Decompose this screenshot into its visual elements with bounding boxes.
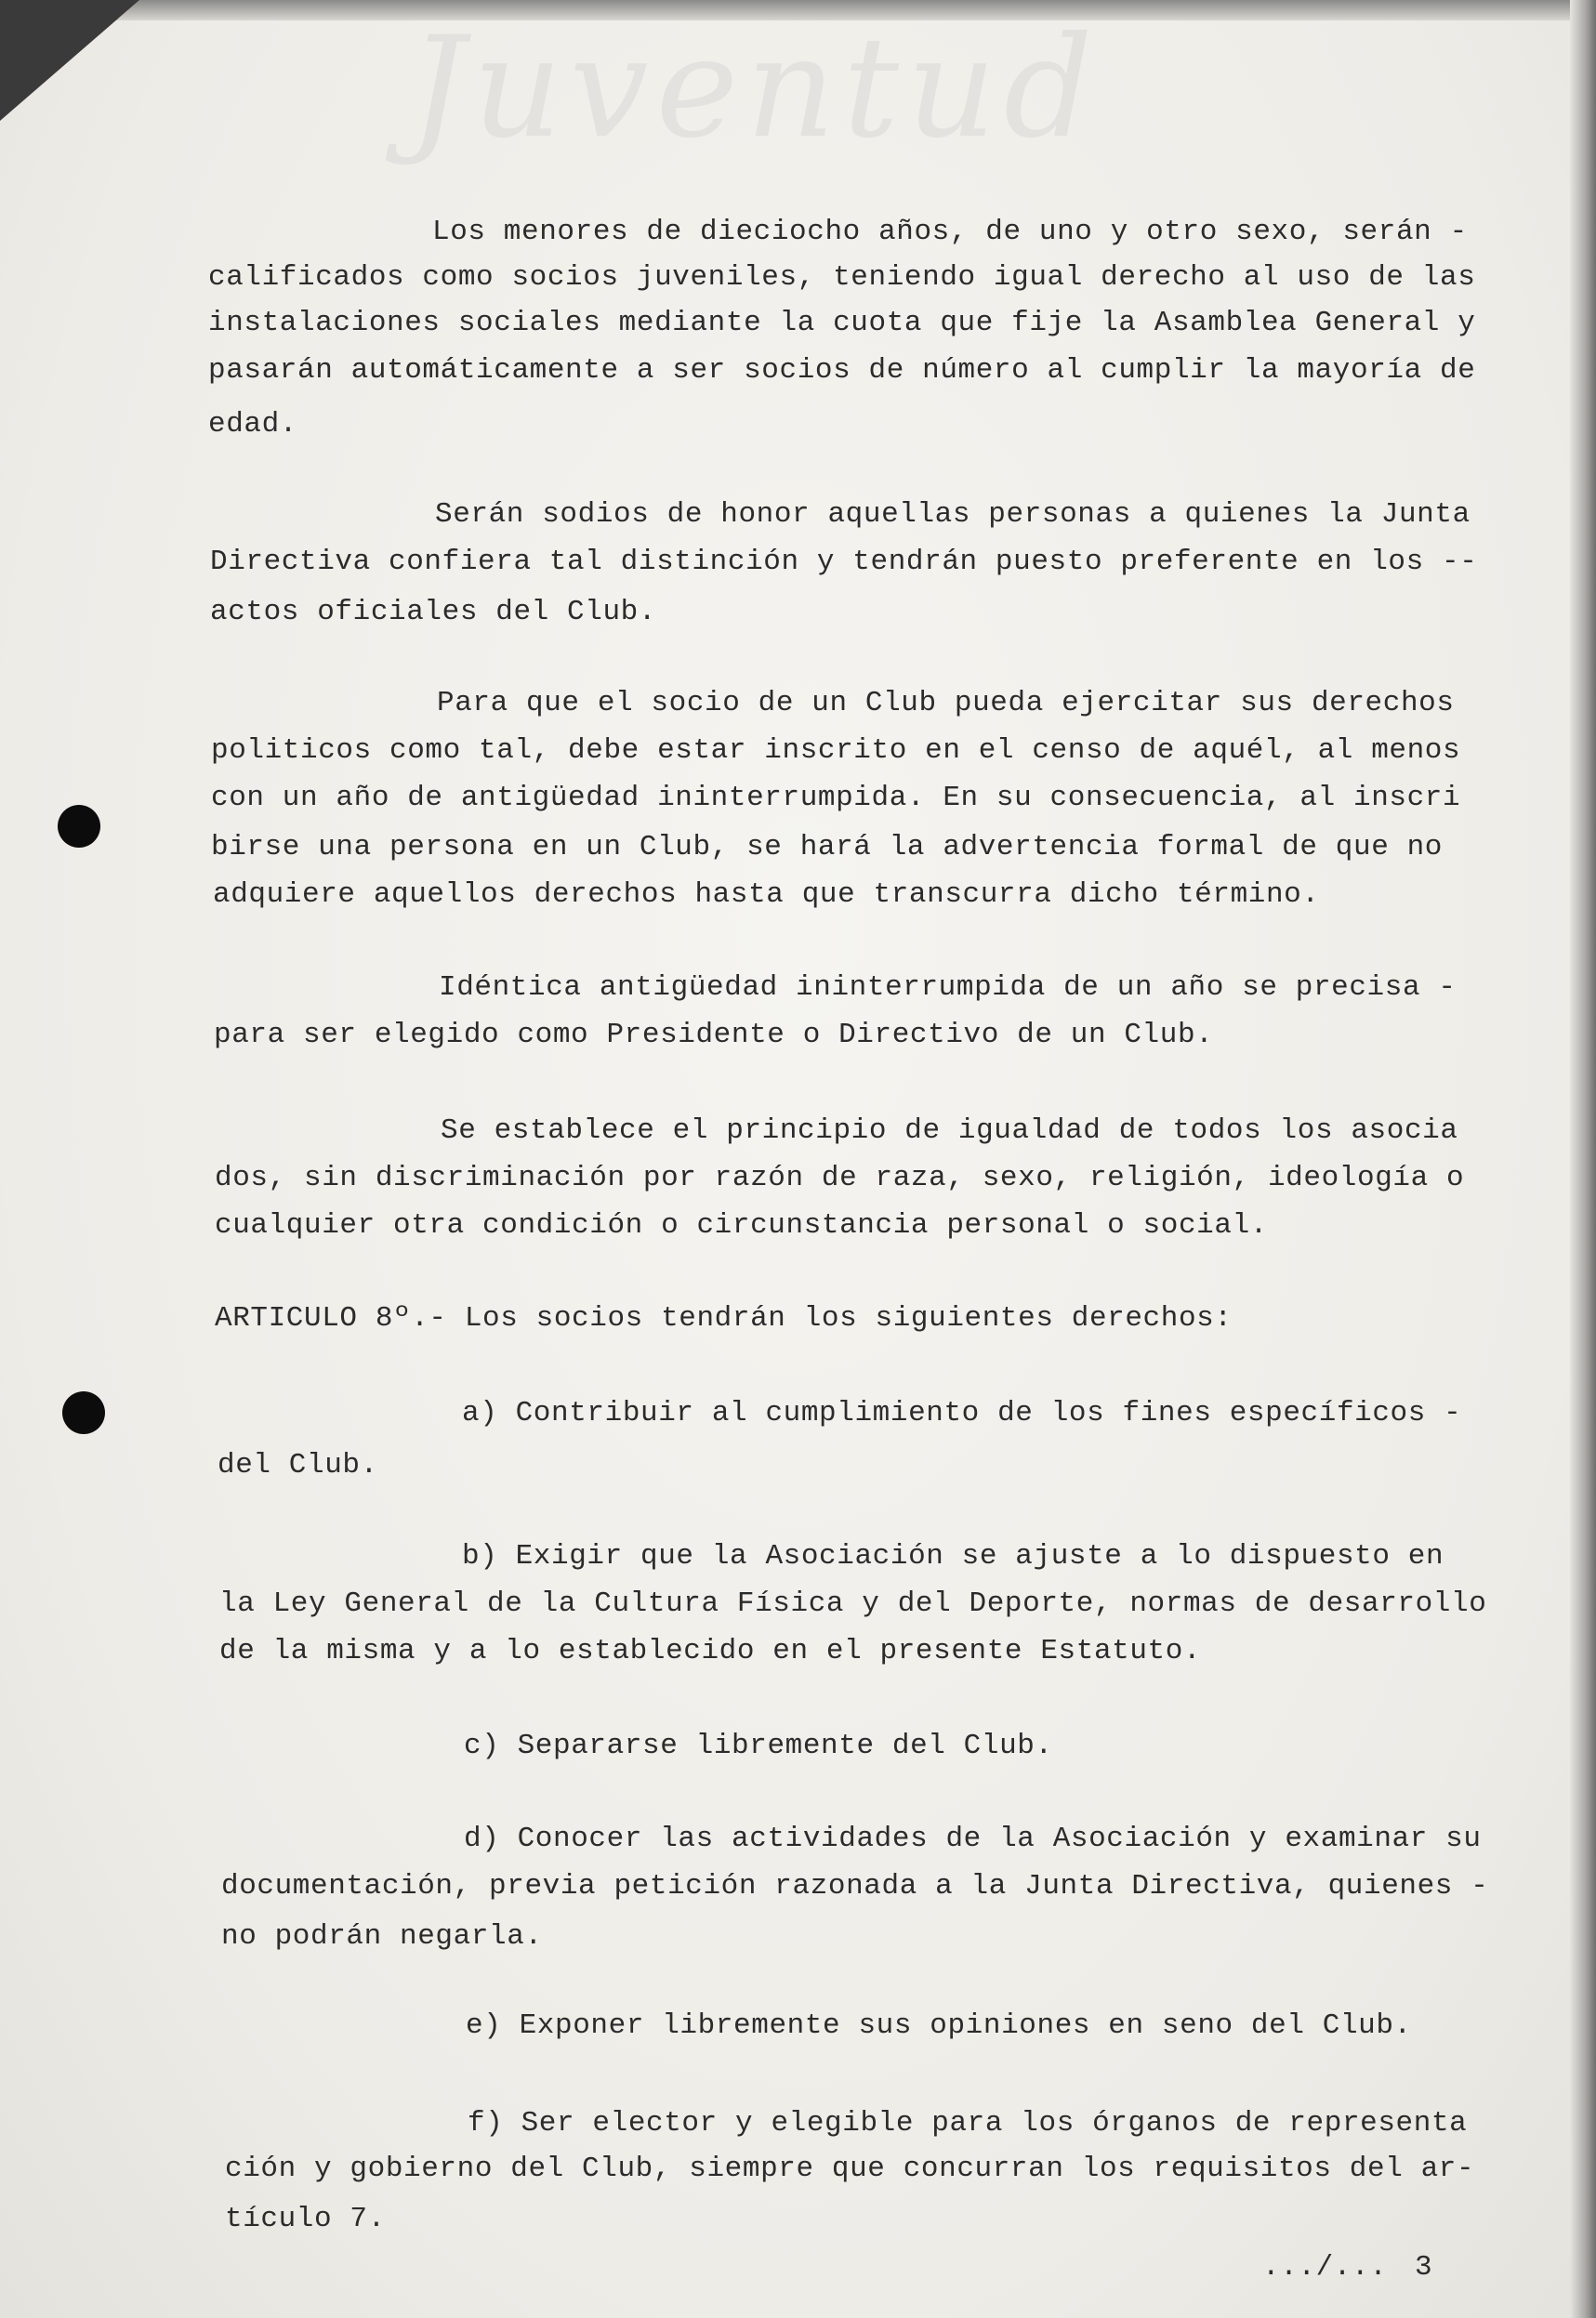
list-item-c: c) Separarse libremente del Club. (464, 1730, 1053, 1762)
text-line: edad. (208, 408, 298, 441)
list-item-f: f) Ser elector y elegible para los órganos de representa (468, 2107, 1468, 2140)
list-item-e: e) Exponer libremente sus opiniones en seno del Club. (466, 2009, 1412, 2042)
list-item-d: d) Conocer las actividades de la Asociación y examinar su (464, 1823, 1482, 1855)
text-line: adquiere aquellos derechos hasta que transcurra dicho término. (213, 878, 1320, 911)
article-heading: ARTICULO 8º.- Los socios tendrán los siguientes derechos: (215, 1302, 1233, 1335)
list-item-f-cont: ción y gobierno del Club, siempre que concurran los requisitos del ar- (225, 2153, 1475, 2185)
text-line: pasarán automáticamente a ser socios de número al cumplir la mayoría de (208, 354, 1476, 387)
list-item-a-cont: del Club. (218, 1449, 378, 1482)
text-line: cualquier otra condición o circunstancia personal o social. (215, 1209, 1268, 1242)
text-line: Directiva confiera tal distinción y tendrán puesto preferente en los -- (210, 546, 1478, 578)
text-line: Idéntica antigüedad ininterrumpida de un año se precisa - (439, 971, 1457, 1004)
list-item-f-cont: tículo 7. (225, 2203, 386, 2235)
text-line: dos, sin discriminación por razón de raza, sexo, religión, ideología o (215, 1162, 1465, 1194)
text-line: Serán sodios de honor aquellas personas a quienes la Junta (435, 498, 1471, 531)
page-number: 3 (1415, 2251, 1433, 2284)
list-item-a: a) Contribuir al cumplimiento de los fines específicos - (462, 1397, 1462, 1429)
text-line: Los menores de dieciocho años, de uno y otro sexo, serán - (432, 216, 1468, 248)
text-line: calificados como socios juveniles, teniendo igual derecho al uso de las (208, 261, 1476, 294)
text-line: para ser elegido como Presidente o Directivo de un Club. (214, 1019, 1214, 1051)
punch-hole (62, 1391, 105, 1434)
list-item-b-cont: de la misma y a lo establecido en el presente Estatuto. (219, 1635, 1202, 1667)
list-item-b-cont: la Ley General de la Cultura Física y del Deporte, normas de desarrollo (219, 1587, 1487, 1620)
text-line: con un año de antigüedad ininterrumpida. En su consecuencia, al inscri (211, 782, 1461, 814)
scan-edge-right (1570, 0, 1596, 2318)
list-item-d-cont: documentación, previa petición razonada a la Junta Directiva, quienes - (221, 1870, 1489, 1903)
list-item-b: b) Exigir que la Asociación se ajuste a lo dispuesto en (462, 1540, 1444, 1573)
text-line: Se establece el principio de igualdad de todos los asocia (441, 1114, 1458, 1147)
watermark: Juventud (409, 7, 1101, 169)
text-line: instalaciones sociales mediante la cuota que fije la Asamblea General y (208, 307, 1476, 339)
continuation-mark: .../... (1262, 2251, 1388, 2284)
text-line: actos oficiales del Club. (210, 596, 657, 628)
text-line: Para que el socio de un Club pueda ejercitar sus derechos (437, 687, 1455, 719)
text-line: politicos como tal, debe estar inscrito en el censo de aquél, al menos (211, 734, 1461, 767)
text-line: birse una persona en un Club, se hará la advertencia formal de que no (211, 831, 1444, 863)
punch-hole (58, 805, 100, 848)
list-item-d-cont: no podrán negarla. (221, 1920, 543, 1953)
folded-corner (0, 0, 139, 121)
